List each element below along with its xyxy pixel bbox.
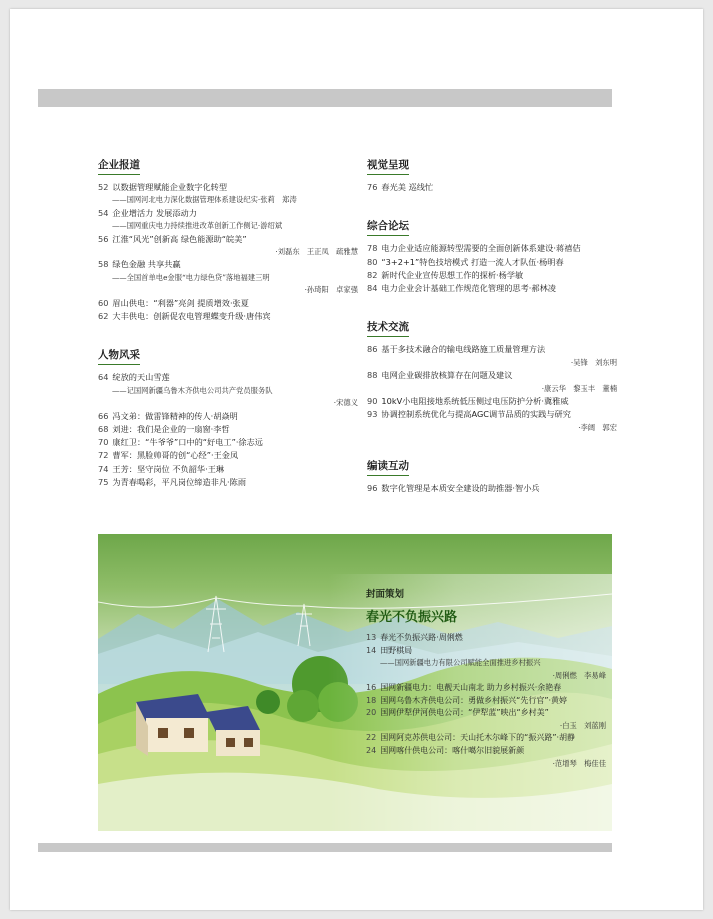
entry-title: 国网阿克苏供电公司：天山托木尔峰下的“振兴路”·胡静 xyxy=(380,733,576,743)
toc-entry xyxy=(98,233,358,246)
page-number: 60 xyxy=(98,297,109,308)
toc-entry xyxy=(366,707,606,720)
entry-title: 刘进：我们是企业的一扇窗·李哲 xyxy=(112,423,230,434)
cover-label: 封面策划 xyxy=(366,589,405,600)
page-number: 24 xyxy=(366,746,377,756)
page-number: 86 xyxy=(367,344,378,355)
entry-title: 以数据管理赋能企业数字化转型 xyxy=(112,182,228,192)
section-title: 企业报道 xyxy=(98,157,140,175)
entry-title: 绽放的天山雪莲 xyxy=(112,372,170,383)
toc-entry xyxy=(367,482,617,495)
entry-subtitle: ——国网新疆电力有限公司赋能全面推进乡村振兴 xyxy=(380,658,541,668)
page-number: 13 xyxy=(366,633,377,642)
entry-title: 电力企业会计基础工作规范化管理的思考·郝林凌 xyxy=(381,283,556,294)
toc-entry xyxy=(367,343,617,356)
entry-title: 数字化管理是本质安全建设的助推器·智小兵 xyxy=(381,483,540,494)
entry-title: 协调控制系统优化与提高AGC调节品质的实践与研究 xyxy=(381,409,571,420)
entry-subtitle: ——国网重庆电力持续推进改革创新工作侧记·游绍斌 xyxy=(112,221,283,231)
toc-entry xyxy=(98,207,358,220)
toc-entry xyxy=(98,476,358,489)
toc-entry xyxy=(98,181,358,194)
page-number: 96 xyxy=(367,483,378,494)
entry-title: 国网乌鲁木齐供电公司：勇做乡村振兴“先行官”·黄婷 xyxy=(380,695,568,705)
toc-entry xyxy=(98,371,358,384)
toc-entry xyxy=(367,256,617,269)
toc-entry xyxy=(98,463,358,476)
toc-section xyxy=(98,153,358,323)
entry-title: 为青春喝彩，平凡岗位缔造非凡·陈雨 xyxy=(112,477,247,488)
page-number: 74 xyxy=(98,463,109,474)
toc-entry xyxy=(367,269,617,282)
page-number: 84 xyxy=(367,283,378,294)
toc-entry xyxy=(366,732,606,745)
entry-author: ·康云华 黎玉丰 董楠 xyxy=(541,383,617,393)
entry-author: ·吴锋 刘东明 xyxy=(570,357,617,367)
page-number: 64 xyxy=(98,372,109,383)
section-title: 综合论坛 xyxy=(367,218,409,236)
toc-entry xyxy=(98,449,358,462)
toc-entry xyxy=(367,369,617,382)
toc-entry xyxy=(98,410,358,423)
entry-subtitle: ——记国网新疆乌鲁木齐供电公司共产党员服务队 xyxy=(112,385,273,395)
toc-entry xyxy=(367,181,617,194)
entry-author: ·范增琴 梅佳佳 xyxy=(552,758,606,768)
house-left xyxy=(136,694,210,756)
page-number: 78 xyxy=(367,243,378,254)
entry-author: ·周俐燃 李易峰 xyxy=(552,670,606,680)
page-number: 70 xyxy=(98,437,109,448)
toc-section xyxy=(98,343,358,489)
entry-title: 10kV小电阻接地系统低压侧过电压防护分析·冀雅威 xyxy=(381,396,569,407)
section-title: 编读互动 xyxy=(367,458,409,476)
section-title: 视觉呈现 xyxy=(367,157,409,175)
entry-title: 春光不负振兴路·周俐燃 xyxy=(380,633,463,642)
page-number: 88 xyxy=(367,370,378,381)
page-number: 90 xyxy=(367,396,378,407)
toc-entry xyxy=(367,282,617,295)
page-number: 62 xyxy=(98,310,109,321)
toc-entry xyxy=(98,423,358,436)
bottom-bar xyxy=(38,843,612,852)
entry-title: 春光美 巡线忙 xyxy=(381,182,434,192)
page-number: 80 xyxy=(367,256,378,267)
page-number: 58 xyxy=(98,259,109,270)
entry-title: 国网喀什供电公司：喀什噶尔旧貌展新颜 xyxy=(380,746,525,756)
entry-subtitle: ——国网河北电力深化数据管理体系建设纪实·张莉 郑涛 xyxy=(112,195,297,205)
page-number: 93 xyxy=(367,409,378,420)
page-number: 75 xyxy=(98,477,109,488)
toc-entry xyxy=(98,258,358,271)
section-title: 技术交流 xyxy=(367,319,409,337)
toc-entry xyxy=(367,242,617,255)
toc-entry xyxy=(98,310,358,323)
top-bar xyxy=(38,89,612,107)
page-number: 56 xyxy=(98,233,109,244)
entry-title: 江淮“风光”创新高 绿色能源助“皖美” xyxy=(112,233,247,244)
entry-title: 国网新疆电力：电靓天山南北 助力乡村振兴·余艳春 xyxy=(380,683,562,693)
cover-feature xyxy=(98,534,612,831)
entry-title: 田野棋局 xyxy=(380,645,413,655)
entry-title: 康红卫：“牛爷爷”口中的“好电工”·徐志远 xyxy=(112,437,263,448)
entry-title: 冯文弟：做雷锋精神的传人·胡焱明 xyxy=(112,410,238,421)
toc-entry xyxy=(367,408,617,421)
toc-section xyxy=(367,214,617,295)
page-number: 54 xyxy=(98,207,109,218)
entry-title: 国网伊犁伊河供电公司：“伊犁蓝”映出“乡村美” xyxy=(380,708,549,718)
entry-title: 大丰供电：创新促农电管理蝶变升级·唐伟宾 xyxy=(112,310,271,321)
entry-author: ·孙琦阳 卓家强 xyxy=(304,285,358,295)
toc-entry xyxy=(366,645,606,658)
toc-section xyxy=(367,454,617,495)
entry-subtitle: ——全国首单电e金服“电力绿色贷”落地福建三明 xyxy=(112,272,270,282)
entry-author: ·李阔 郭宏 xyxy=(578,422,617,432)
page-number: 14 xyxy=(366,645,377,655)
cover-entries xyxy=(366,632,606,770)
page-number: 82 xyxy=(367,269,378,280)
entry-title: 眉山供电：“利器”亮剑 提质增效·张夏 xyxy=(112,297,249,308)
toc-section xyxy=(367,153,617,194)
entry-author: ·白玉 刘蓝刚 xyxy=(559,720,606,730)
toc-entry xyxy=(367,395,617,408)
entry-title: 电力企业适应能源转型需要的全面创新体系建设·蒋禧佶 xyxy=(381,243,581,254)
entry-title: 新时代企业宣传思想工作的探析·杨学敏 xyxy=(381,269,524,280)
page-number: 68 xyxy=(98,423,109,434)
page-number: 20 xyxy=(366,708,377,718)
entry-author: ·刘磊东 王正凤 疏雅慧 xyxy=(275,246,358,256)
page-number: 72 xyxy=(98,450,109,461)
entry-title: 企业增活力 发展添动力 xyxy=(112,207,197,218)
magazine-page xyxy=(10,9,703,910)
toc-entry xyxy=(366,745,606,758)
entry-title: 王芳：坚守岗位 不负韶华·王琳 xyxy=(112,463,225,474)
entry-title: 曹军：黑脸帅哥的创“心经”·王金凤 xyxy=(112,450,239,461)
toc-entry xyxy=(98,297,358,310)
right-column xyxy=(367,153,617,515)
entry-author: ·宋德义 xyxy=(333,398,358,408)
page-number: 66 xyxy=(98,410,109,421)
page-number: 22 xyxy=(366,733,377,743)
toc-section xyxy=(367,315,617,434)
cover-contents xyxy=(366,586,606,770)
entry-title: 绿色金融 共享共赢 xyxy=(112,259,181,270)
section-title: 人物风采 xyxy=(98,347,140,365)
page-number: 76 xyxy=(367,182,378,192)
toc-entry xyxy=(366,695,606,708)
page-number: 18 xyxy=(366,695,377,705)
cover-headline: 春光不负振兴路 xyxy=(366,610,458,625)
entry-title: 电网企业碳排放核算存在问题及建议 xyxy=(381,370,513,381)
entry-title: 基于多技术融合的输电线路施工质量管理方法 xyxy=(381,344,546,355)
toc-entry xyxy=(98,436,358,449)
toc-entry xyxy=(366,632,606,645)
page-number: 52 xyxy=(98,182,109,192)
left-column xyxy=(98,153,358,509)
page-number: 16 xyxy=(366,683,377,693)
toc-entry xyxy=(366,682,606,695)
entry-title: “3+2+1”特色技培模式 打造一流人才队伍·杨明春 xyxy=(381,256,564,267)
